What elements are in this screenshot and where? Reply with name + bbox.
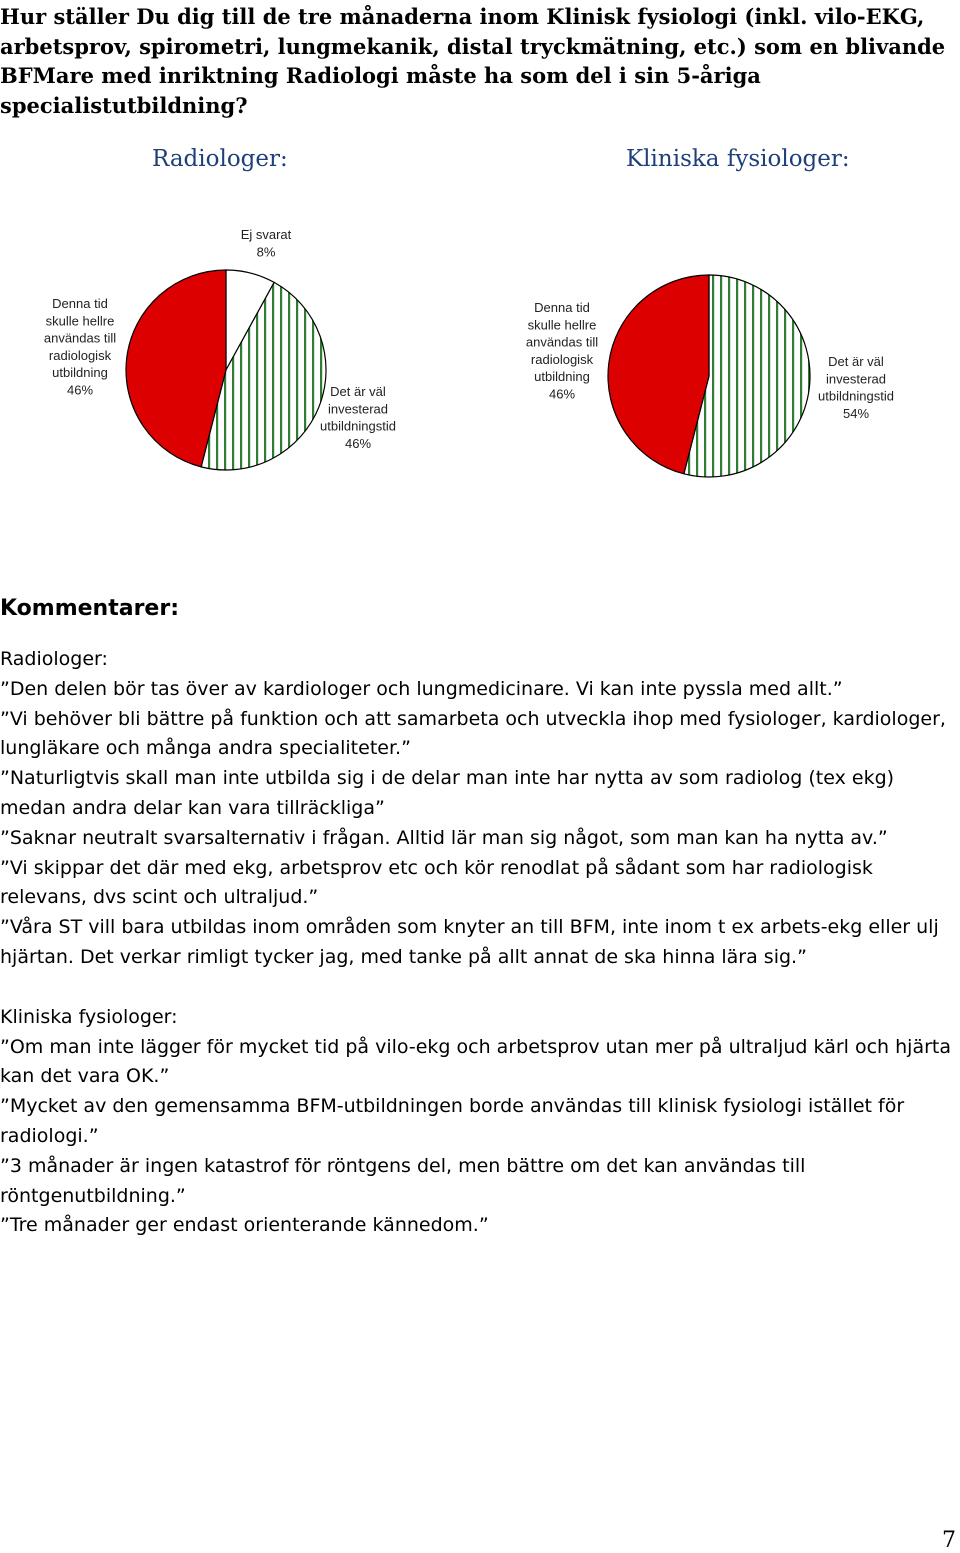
page-number: 7: [942, 1528, 956, 1553]
comment-quote: ”Saknar neutralt svarsalternativ i frågan. Alltid lär man sig något, som man kan ha nytta av.”: [0, 826, 888, 849]
pie-charts: [0, 200, 960, 500]
pie-slice-label: Det är väl investerad utbildningstid 54%: [818, 354, 894, 421]
comment-quote: ”Om man inte lägger för mycket tid på vilo-ekg och arbetsprov utan mer på ultraljud kärl och hjärta kan det vara OK.”: [0, 1035, 951, 1088]
comment-quote: ”Tre månader ger endast orienterande kännedom.”: [0, 1214, 489, 1237]
pie-slice-label: Denna tid skulle hellre användas till radiologisk utbildning 46%: [525, 300, 599, 402]
chart-title-radiologer: Radiologer:: [152, 146, 288, 172]
pie-chart-kliniska-fysiologer: [526, 275, 894, 477]
comment-quote: ”Mycket av den gemensamma BFM-utbildningen borde användas till klinisk fysiologi istället för radiologi.”: [0, 1095, 905, 1147]
comment-quote: ”3 månader är ingen katastrof för röntgens del, men bättre om det kan användas till röntgenutbildning.”: [0, 1154, 806, 1207]
comments-section: [0, 596, 958, 1271]
comment-group-kliniska-fysiologer: [0, 1003, 958, 1241]
pie-slice-label: Denna tid skulle hellre användas till radiologisk utbildning 46%: [43, 296, 117, 398]
pie-slice-label: Det är väl investerad utbildningstid 46%: [320, 384, 396, 451]
comment-quote: ”Vi skippar det där med ekg, arbetsprov etc och kör renodlat på sådant som har radiologisk relevans, dvs scint och ultraljud.”: [0, 856, 873, 909]
comment-quote: ”Naturligtvis skall man inte utbilda sig i de delar man inte har nytta av som radiolog (tex ekg) medan andra delar kan vara tillräckliga”: [0, 767, 895, 819]
chart-title-kliniska-fysiologer: Kliniska fysiologer:: [626, 146, 850, 172]
comment-quote: ”Vi behöver bli bättre på funktion och att samarbeta och utveckla ihop med fysiologer, kardiologer, lungläkare och många andra specialiteter.”: [0, 707, 946, 760]
pie-chart-radiologer: [44, 227, 396, 470]
survey-question: Hur ställer Du dig till de tre månaderna inom Klinisk fysiologi (inkl. vilo-EKG, arbetsprov, spirometri, lungmekanik, distal tryckmätning, etc.) som en blivande BFMare med inriktning Radiologi måste ha som del i sin 5-åriga specialistutbildning?: [0, 4, 946, 118]
comment-quote: ”Den delen bör tas över av kardiologer och lungmedicinare. Vi kan inte pyssla med allt.”: [0, 677, 843, 700]
comment-group-radiologer: [0, 645, 958, 973]
comments-heading: Kommentarer:: [0, 596, 179, 621]
comment-quote: ”Våra ST vill bara utbildas inom områden som knyter an till BFM, inte inom t ex arbets-ekg eller ulj hjärtan. Det verkar rimligt tycker jag, med tanke på allt annat de ska hinna lära sig.”: [0, 916, 939, 968]
comment-group-label: Radiologer:: [0, 648, 108, 670]
comment-group-label: Kliniska fysiologer:: [0, 1005, 178, 1028]
pie-slice-label: Ej svarat 8%: [240, 227, 292, 260]
